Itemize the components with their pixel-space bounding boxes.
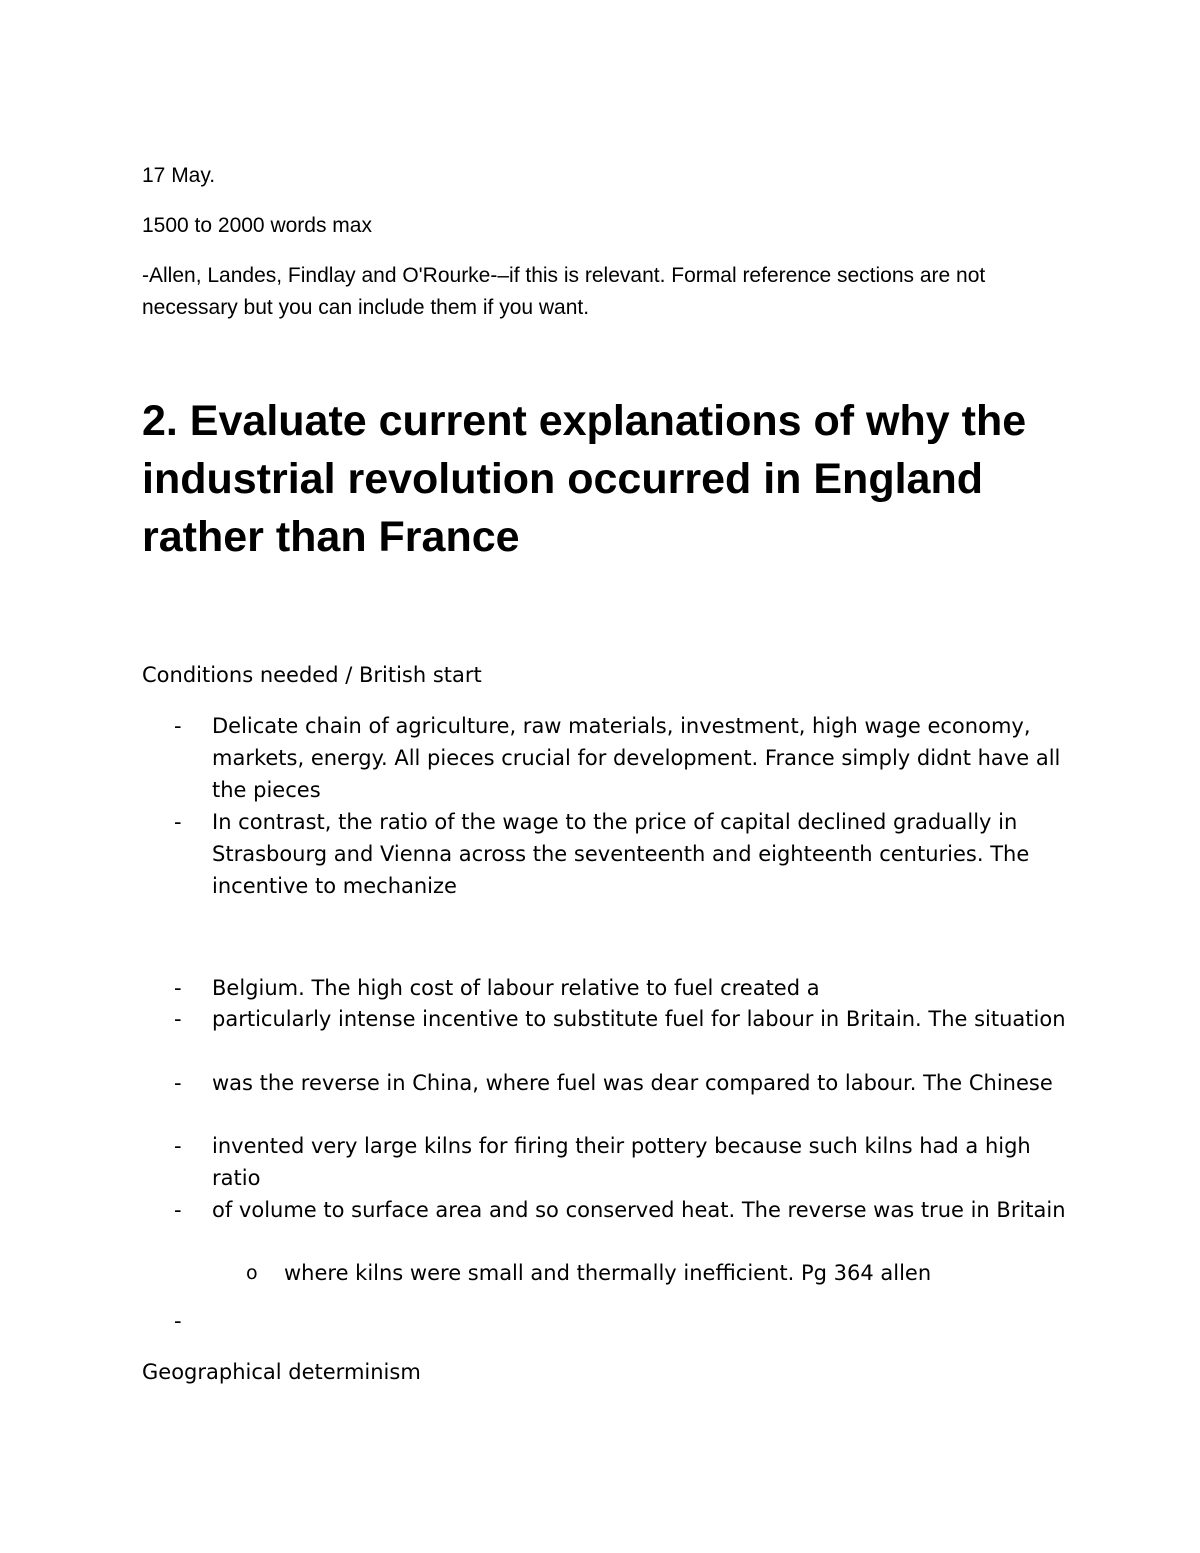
bullet-text: Belgium. The high cost of labour relative to fuel created a	[212, 976, 820, 1000]
bullet-marker: -	[174, 1007, 182, 1031]
section-title-geography: Geographical determinism	[142, 1360, 421, 1384]
bullet-text: In contrast, the ratio of the wage to the price of capital declined gradually in Strasbourg and Vienna across the seventeenth and eighteenth centuries. The incentive to mechanize	[212, 810, 1030, 898]
bullet-text: Delicate chain of agriculture, raw materials, investment, high wage economy, markets, energy. All pieces crucial for development. France simply didnt have all the pieces	[212, 714, 1061, 802]
bullet-text: of volume to surface area and so conserved heat. The reverse was true in Britain	[212, 1198, 1066, 1222]
sub-bullet-marker: o	[246, 1262, 258, 1284]
bullet-marker: -	[174, 1134, 182, 1158]
bullet-marker: -	[174, 1071, 182, 1095]
due-date: 17 May.	[142, 164, 216, 187]
bullet-text: invented very large kilns for firing their pottery because such kilns had a high ratio	[212, 1134, 1031, 1190]
bullet-marker: -	[174, 714, 182, 738]
bullet-marker: -	[174, 976, 182, 1000]
reference-note: -Allen, Landes, Findlay and O'Rourke-–if this is relevant. Formal reference sections are not necessary but you can include them if you want.	[142, 264, 986, 319]
section-title-conditions: Conditions needed / British start	[142, 663, 482, 687]
bullet-text: particularly intense incentive to substitute fuel for labour in Britain. The situation	[212, 1007, 1066, 1031]
essay-question-heading: 2. Evaluate current explanations of why the industrial revolution occurred in England rather than France	[142, 397, 1027, 561]
word-limit: 1500 to 2000 words max	[142, 214, 372, 237]
bullet-marker: -	[174, 1309, 182, 1333]
bullet-marker: -	[174, 1198, 182, 1222]
bullet-marker: -	[174, 810, 182, 834]
sub-bullet-text: where kilns were small and thermally inefficient. Pg 364 allen	[284, 1261, 932, 1285]
bullet-text: was the reverse in China, where fuel was dear compared to labour. The Chinese	[212, 1071, 1053, 1095]
